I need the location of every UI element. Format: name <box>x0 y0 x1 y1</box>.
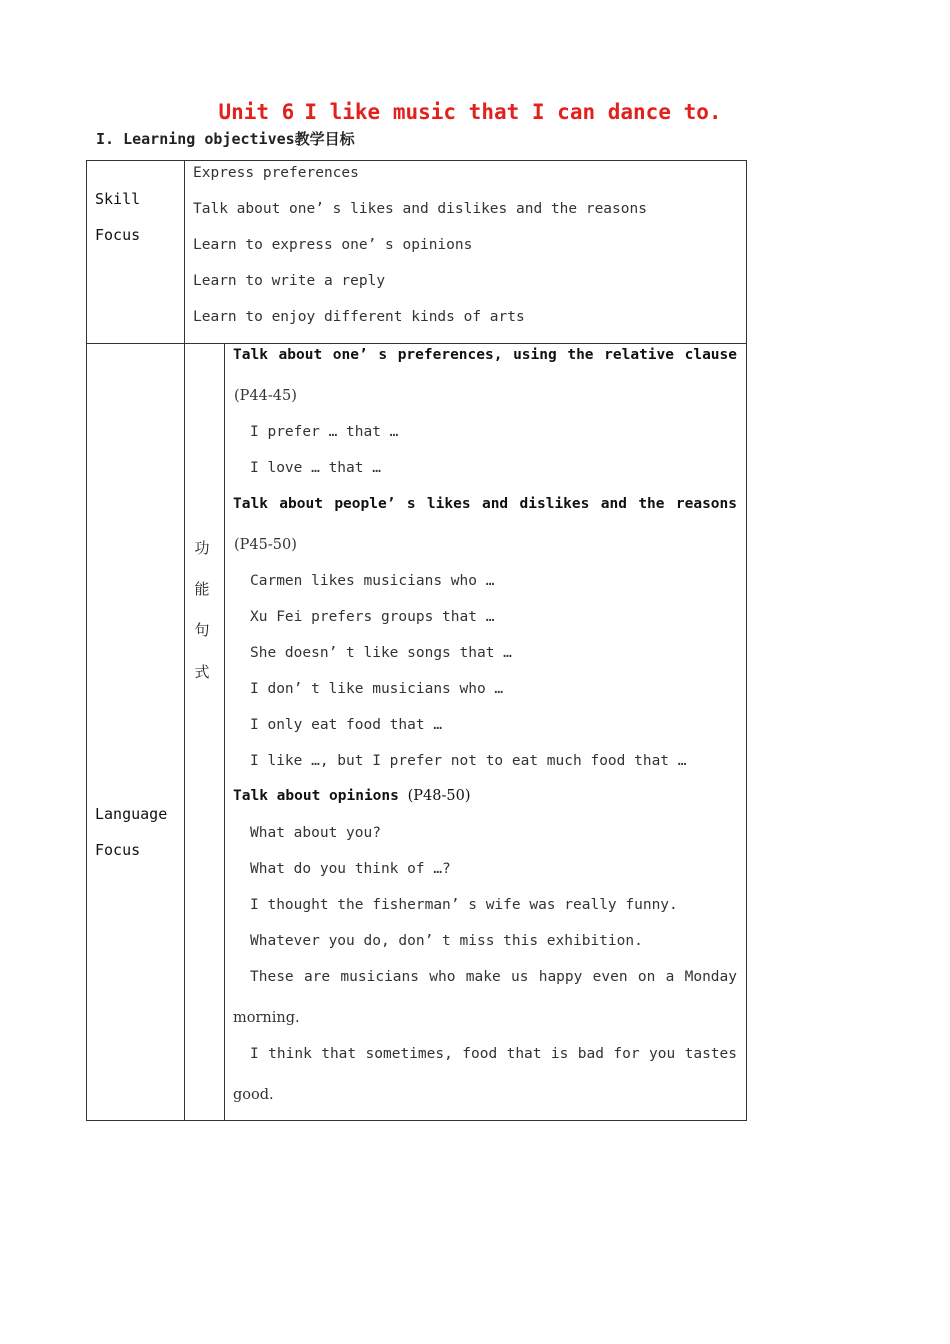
group-title: Talk about people’ s likes and dislikes and the reasons <box>233 496 737 512</box>
skill-item: Learn to express one’ s opinions <box>193 237 473 253</box>
document-title <box>0 100 950 124</box>
group-pages: (P44-45) <box>234 388 297 404</box>
function-sentence-char: 功 <box>194 539 210 557</box>
title-unit: Unit 6 <box>218 100 295 124</box>
function-sentence-char: 能 <box>194 580 210 598</box>
group-title-text: Talk about opinions <box>233 788 399 804</box>
skill-item: Learn to enjoy different kinds of arts <box>193 309 525 325</box>
group-title: Talk about one’ s preferences, using the relative clause <box>233 347 737 363</box>
language-label-line2: Focus <box>95 841 141 859</box>
example-sentence: She doesn’ t like songs that … <box>250 645 512 661</box>
example-sentence: I like …, but I prefer not to eat much food that … <box>250 753 687 769</box>
group-pages: (P45-50) <box>234 537 297 553</box>
example-sentence: What about you? <box>250 825 381 841</box>
example-sentence: I prefer … that … <box>250 424 399 440</box>
skill-item: Learn to write a reply <box>193 273 386 289</box>
example-sentence: I thought the fisherman’ s wife was really funny. <box>250 897 678 913</box>
example-sentence-continued: morning. <box>233 1010 300 1026</box>
section-heading: I. Learning objectives教学目标 <box>96 130 355 148</box>
function-sentence-char: 句 <box>194 621 210 639</box>
example-sentence: These are musicians who make us happy even on a Monday <box>250 969 737 985</box>
example-sentence: I love … that … <box>250 460 381 476</box>
skill-label-line1: Skill <box>95 190 141 208</box>
example-sentence: What do you think of …? <box>250 861 451 877</box>
title-text: I like music that I can dance to. <box>304 100 722 124</box>
skill-item: Express preferences <box>193 165 359 181</box>
example-sentence: I only eat food that … <box>250 717 443 733</box>
group-pages: (P48-50) <box>407 788 471 804</box>
group-title <box>233 788 470 804</box>
skill-label-line2: Focus <box>95 226 141 244</box>
example-sentence: Whatever you do, don’ t miss this exhibition. <box>250 933 643 949</box>
language-label-line1: Language <box>95 805 168 823</box>
example-sentence: I don’ t like musicians who … <box>250 681 504 697</box>
example-sentence: I think that sometimes, food that is bad for you tastes <box>250 1046 737 1062</box>
column-divider-1 <box>184 161 185 1120</box>
example-sentence-continued: good. <box>233 1087 274 1103</box>
row-divider <box>87 343 746 344</box>
example-sentence: Xu Fei prefers groups that … <box>250 609 495 625</box>
column-divider-2 <box>224 343 225 1120</box>
example-sentence: Carmen likes musicians who … <box>250 573 495 589</box>
function-sentence-char: 式 <box>194 663 210 681</box>
skill-item: Talk about one’ s likes and dislikes and the reasons <box>193 201 647 217</box>
